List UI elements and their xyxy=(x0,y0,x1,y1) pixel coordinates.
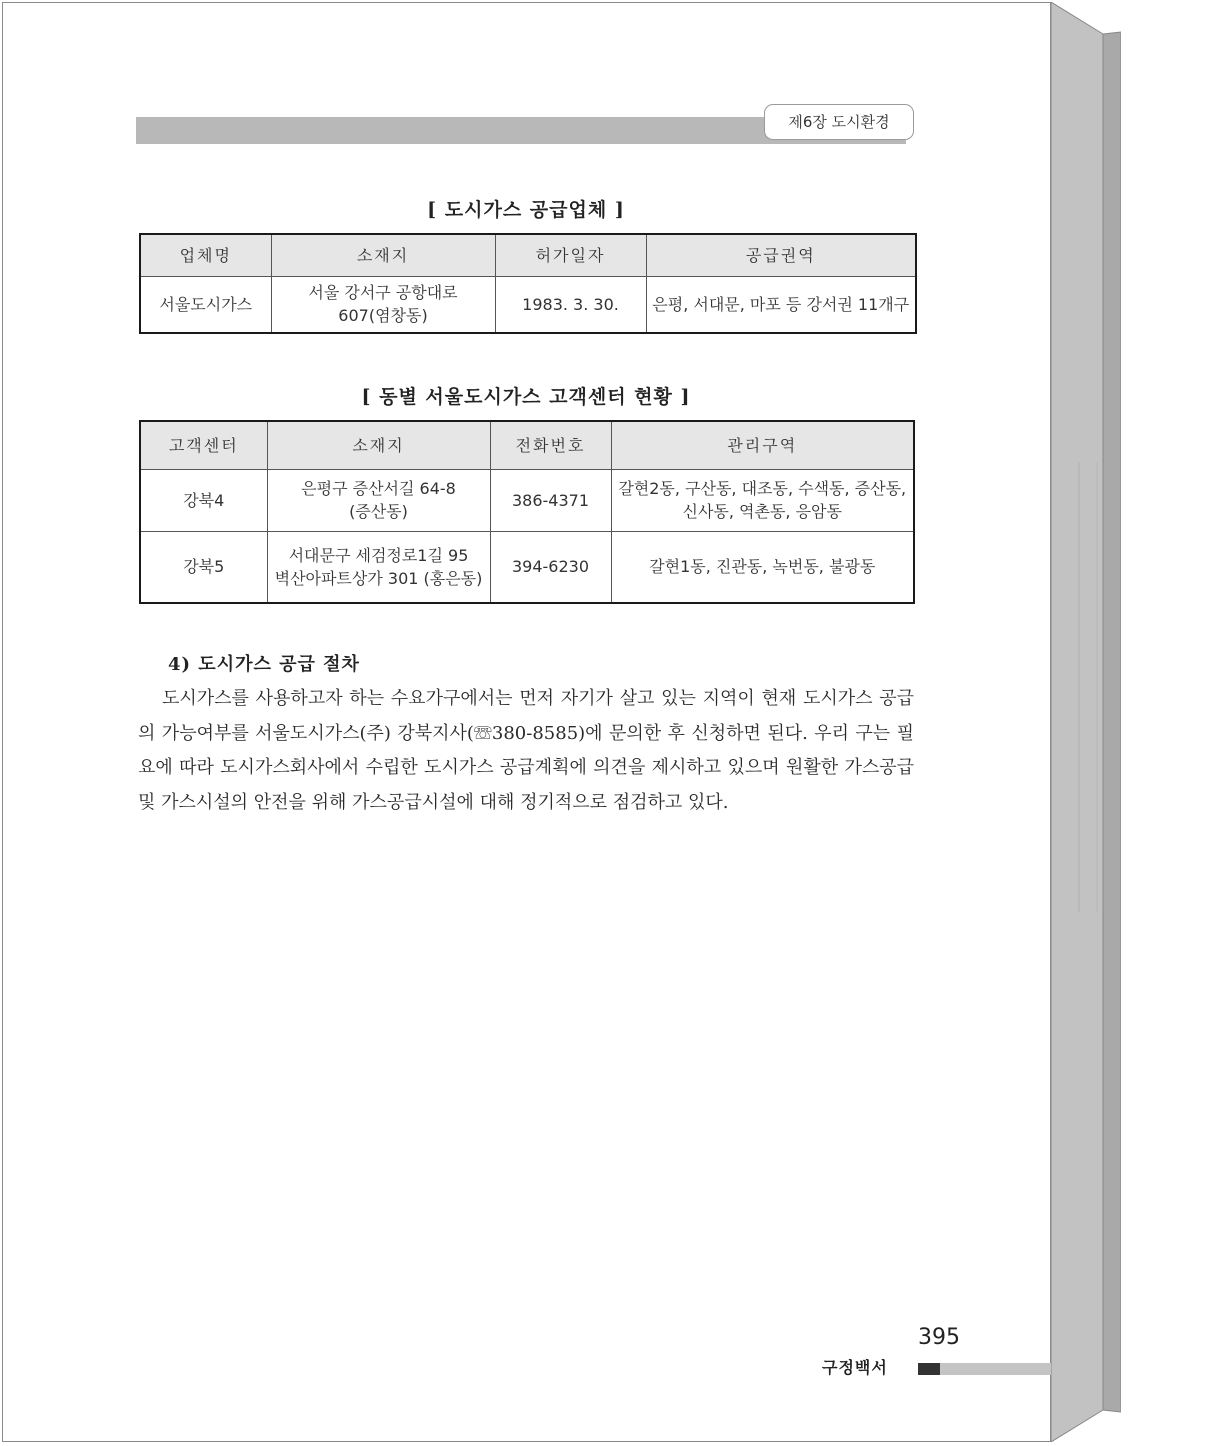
customer-center-table xyxy=(139,420,915,604)
table-header-row xyxy=(140,234,916,276)
zone-cell: 갈현2동, 구산동, 대조동, 수색동, 증산동, 신사동, 역촌동, 응암동 xyxy=(611,469,914,531)
table-row xyxy=(140,469,914,531)
supplier-table-caption: [ 도시가스 공급업체 ] xyxy=(427,199,625,221)
column-header: 관리구역 xyxy=(611,421,914,469)
column-header: 공급권역 xyxy=(646,234,916,276)
supplier-table xyxy=(139,233,917,334)
permit-date-cell: 1983. 3. 30. xyxy=(495,276,646,333)
column-header: 고객센터 xyxy=(140,421,267,469)
table-header-row xyxy=(140,421,914,469)
book-title: 구정백서 xyxy=(822,1358,888,1377)
footer-bar xyxy=(940,1363,1051,1375)
center-table-caption: [ 동별 서울도시가스 고객센터 현황 ] xyxy=(361,386,691,408)
column-header: 소재지 xyxy=(271,234,495,276)
center-cell: 강북5 xyxy=(140,531,267,603)
table-row xyxy=(140,531,914,603)
phone-cell: 394-6230 xyxy=(490,531,611,603)
column-header: 소재지 xyxy=(267,421,490,469)
column-header: 업체명 xyxy=(140,234,271,276)
center-cell: 강북4 xyxy=(140,469,267,531)
supply-area-cell: 은평, 서대문, 마포 등 강서권 11개구 xyxy=(646,276,916,333)
address-cell: 서대문구 세검정로1길 95 벽산아파트상가 301 (홍은동) xyxy=(267,531,490,603)
book-page-edges xyxy=(1051,2,1121,1442)
table-row xyxy=(140,276,916,333)
footer-marker xyxy=(918,1363,940,1375)
company-cell: 서울도시가스 xyxy=(140,276,271,333)
zone-cell: 갈현1동, 진관동, 녹번동, 불광동 xyxy=(611,531,914,603)
chapter-label: 제6장 도시환경 xyxy=(764,104,914,140)
phone-cell: 386-4371 xyxy=(490,469,611,531)
column-header: 전화번호 xyxy=(490,421,611,469)
section-heading: 4) 도시가스 공급 절차 xyxy=(168,654,360,675)
page-number: 395 xyxy=(918,1325,960,1350)
address-cell: 은평구 증산서길 64-8 (증산동) xyxy=(267,469,490,531)
address-cell: 서울 강서구 공항대로 607(염창동) xyxy=(271,276,495,333)
column-header: 허가일자 xyxy=(495,234,646,276)
body-paragraph: 도시가스를 사용하고자 하는 수요가구에서는 먼저 자기가 살고 있는 지역이 현재 도시가스 공급의 가능여부를 서울도시가스(주) 강북지사(☏380-8585)에 문의한 후 신청하면 된다. 우리 구는 필요에 따라 도시가스회사에서 수립한 도시가스 공급계획에 의견을 제시하고 있으며 원활한 가스공급 및 가스시설의 안전을 위해 가스공급시설에 대해 정기적으로 점검하고 있다. xyxy=(138,688,914,813)
